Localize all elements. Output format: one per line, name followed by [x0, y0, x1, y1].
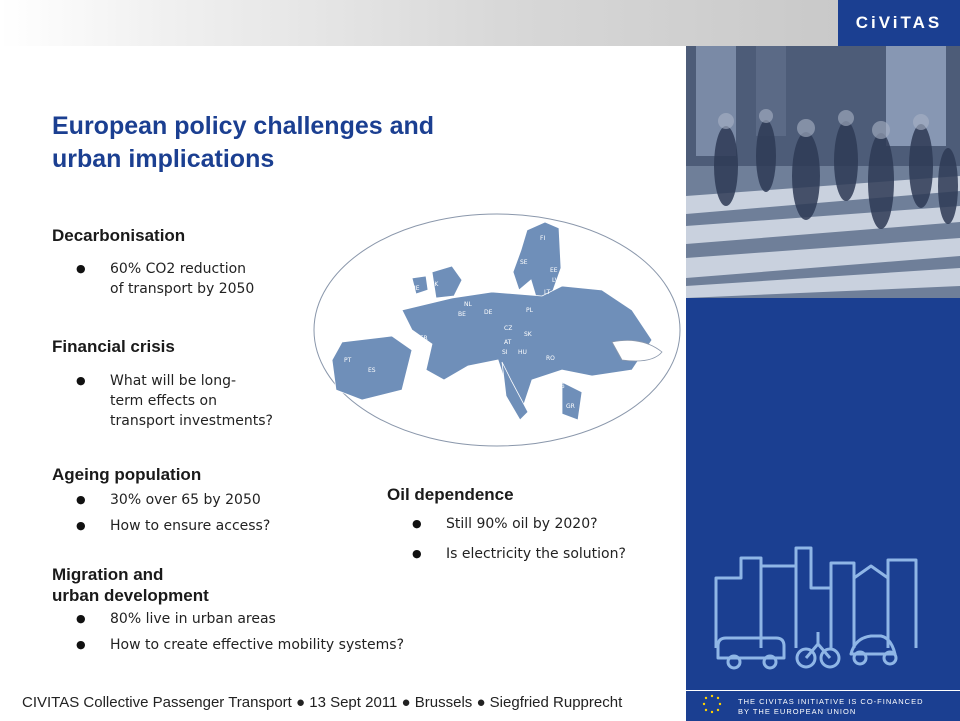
- bullet-line: Is electricity the solution?: [446, 546, 626, 562]
- heading-line: urban development: [52, 586, 209, 605]
- bullet-line: transport investments?: [110, 413, 273, 429]
- map-label-sk: SK: [524, 331, 532, 338]
- title-line1: European policy challenges and: [52, 112, 435, 140]
- eu-note-line2: BY THE EUROPEAN UNION: [738, 707, 857, 716]
- heading-financial-crisis: Financial crisis: [52, 337, 175, 356]
- city-mobility-illustration: [686, 298, 960, 690]
- bullet-dot-icon: ●: [76, 612, 86, 625]
- map-label-be: BE: [458, 311, 466, 318]
- map-label-nl: NL: [464, 301, 472, 308]
- map-label-fr: FR: [420, 335, 428, 342]
- title-line2: urban implications: [52, 145, 275, 173]
- bullet-line: term effects on: [110, 393, 217, 409]
- bullet-line: 60% CO2 reduction: [110, 261, 247, 277]
- bullet-line: of transport by 2050: [110, 281, 255, 297]
- heading-oil-dependence: Oil dependence: [387, 485, 514, 504]
- map-label-si: SI: [502, 349, 508, 356]
- bullet-dot-icon: ●: [412, 547, 422, 560]
- bullet-line: Still 90% oil by 2020?: [446, 516, 598, 532]
- bullet-dot-icon: ●: [76, 493, 86, 506]
- map-label-gr: GR: [566, 403, 575, 410]
- bullet-electricity: [412, 544, 626, 564]
- map-label-ee: EE: [550, 267, 558, 274]
- bullet-oil-2020: [412, 514, 598, 534]
- map-label-fi: FI: [540, 235, 546, 242]
- map-label-de: DE: [484, 309, 493, 316]
- bullet-over-65: [76, 490, 261, 510]
- bullet-dot-icon: ●: [76, 638, 86, 651]
- slide-footer: [0, 688, 686, 720]
- bullet-dot-icon: ●: [76, 374, 86, 387]
- bullet-line: How to ensure access?: [110, 518, 271, 534]
- header-gradient-bar: [0, 0, 838, 46]
- heading-line: Migration and: [52, 565, 164, 584]
- heading-ageing-population: Ageing population: [52, 465, 202, 484]
- bullet-dot-icon: ●: [412, 517, 422, 530]
- europe-map: [312, 212, 682, 448]
- bullet-line: How to create effective mobility systems?: [110, 637, 405, 653]
- map-label-pl: PL: [526, 307, 533, 314]
- civitas-logo: CiViTAS: [838, 0, 960, 46]
- heading-decarbonisation: Decarbonisation: [52, 226, 186, 245]
- bullet-mobility-systems: [76, 635, 405, 655]
- map-label-bg: BG: [556, 383, 565, 390]
- footer-text: CIVITAS Collective Passenger Transport ● 13 Sept 2011 ● Brussels ● Siegfried Rupprecht: [22, 694, 623, 711]
- map-label-lt: LT: [544, 289, 551, 296]
- eu-cofinance-strip: [686, 690, 960, 721]
- map-label-pt: PT: [344, 357, 352, 364]
- bullet-urban-areas: [76, 609, 276, 629]
- heading-migration: [52, 564, 209, 606]
- bullet-dot-icon: ●: [76, 262, 86, 275]
- map-label-dk: DK: [498, 285, 507, 292]
- map-label-es: ES: [368, 367, 376, 374]
- map-label-lv: LV: [552, 277, 559, 284]
- bullet-line: What will be long-: [110, 373, 237, 389]
- blue-side-panel: [686, 298, 960, 690]
- page-title: [52, 110, 532, 176]
- map-label-ro: RO: [546, 355, 555, 362]
- map-label-se: SE: [520, 259, 528, 266]
- map-label-it: IT: [498, 375, 504, 382]
- bullet-long-term-effects: [76, 371, 273, 431]
- bullet-line: 30% over 65 by 2050: [110, 492, 261, 508]
- bullet-ensure-access: [76, 516, 271, 536]
- eu-cofinance-note: [738, 697, 923, 717]
- bullet-co2-reduction: [76, 259, 255, 299]
- map-label-hu: HU: [518, 349, 527, 356]
- map-label-ie: IE: [414, 285, 420, 292]
- map-label-cz: CZ: [504, 325, 513, 332]
- eu-flag-icon: [692, 691, 732, 721]
- pedestrian-crosswalk-photo: [686, 46, 960, 298]
- bullet-dot-icon: ●: [76, 519, 86, 532]
- eu-note-line1: THE CIVITAS INITIATIVE IS CO-FINANCED: [738, 697, 924, 706]
- map-label-at: AT: [504, 339, 512, 346]
- map-label-uk: UK: [430, 281, 439, 288]
- bullet-line: 80% live in urban areas: [110, 611, 276, 627]
